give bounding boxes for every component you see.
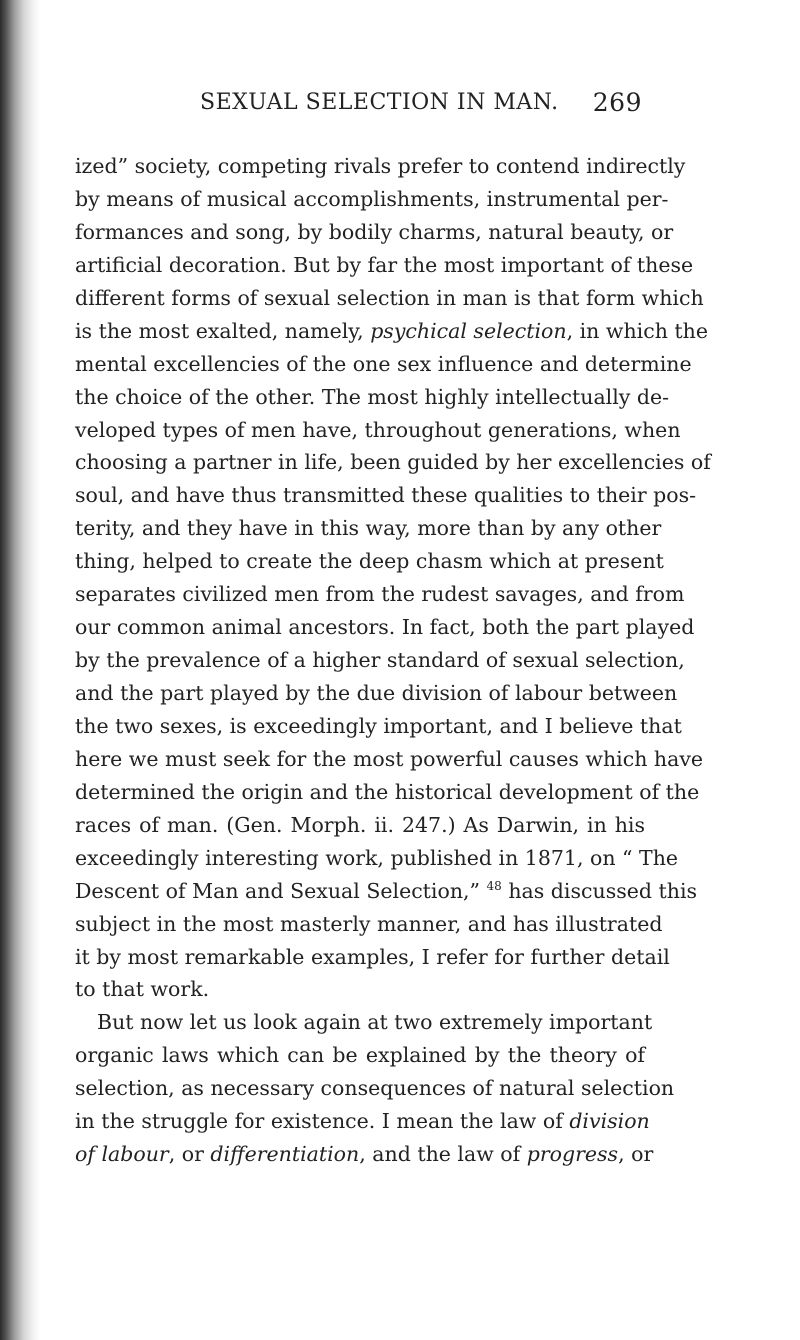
- text-span: , in which the: [566, 318, 708, 343]
- text-span: veloped types of men have, throughout generations, when: [75, 417, 681, 442]
- text-span: different forms of sexual selection in man is that form which: [75, 285, 704, 310]
- text-line: [75, 1072, 675, 1105]
- text-span: choosing a partner in life, been guided by her excellencies of: [75, 450, 711, 475]
- text-span: ized” society, competing rivals prefer to contend indirectly: [75, 154, 686, 178]
- text-line: [75, 875, 698, 908]
- text-line: [75, 1105, 650, 1138]
- text-span: and the part played by the due division of labour between: [75, 681, 678, 705]
- text-span: But now let us look again at two extremely important: [97, 1010, 653, 1035]
- text-span: our common animal ancestors. In fact, both the part played: [75, 615, 695, 640]
- text-span: Descent of Man and Sexual Selection,”: [75, 878, 487, 903]
- text-line: [75, 1138, 654, 1171]
- text-span: terity, and they have in this way, more than by any other: [75, 516, 662, 541]
- running-title: SEXUAL SELECTION IN MAN.: [200, 90, 559, 115]
- text-span: by the prevalence of a higher standard of sexual selection,: [75, 648, 685, 673]
- text-span: , or: [168, 1142, 211, 1167]
- italic-text: division: [569, 1109, 650, 1134]
- text-line: [75, 512, 662, 545]
- text-line: [75, 183, 669, 216]
- text-span: thing, helped to create the deep chasm which at present: [75, 549, 664, 574]
- text-line: [75, 381, 670, 414]
- text-span: formances and song, by bodily charms, natural beauty, or: [75, 219, 674, 244]
- text-span: in the struggle for existence. I mean the law of: [75, 1109, 570, 1134]
- text-line: [75, 216, 674, 249]
- text-span: here we must seek for the most powerful causes which have: [75, 746, 704, 771]
- text-span: has discussed this: [501, 878, 698, 903]
- text-line: [75, 545, 664, 578]
- text-line: [75, 973, 645, 1006]
- text-line: [75, 479, 697, 512]
- text-span: is the most exalted, namely,: [75, 318, 371, 343]
- text-line: [75, 908, 663, 941]
- text-line: [75, 150, 686, 183]
- text-line: [75, 743, 704, 776]
- text-span: mental excellencies of the one sex influence and determine: [75, 351, 692, 376]
- text-line: [75, 611, 695, 644]
- text-span: exceedingly interesting work, published in 1871, on “ The: [75, 845, 679, 870]
- text-line: [75, 1006, 653, 1039]
- text-line: [75, 644, 685, 677]
- italic-text: psychical selection: [370, 318, 567, 343]
- text-span: determined the origin and the historical development of the: [75, 779, 700, 804]
- text-line: [75, 414, 681, 447]
- text-span: artificial decoration. But by far the most important of these: [75, 252, 694, 277]
- text-span: races of man. (Gen. Morph. ii. 247.) As Darwin, in his: [75, 812, 645, 837]
- text-span: selection, as necessary consequences of natural selection: [75, 1076, 675, 1101]
- text-line: [75, 1039, 645, 1072]
- body-text: [75, 150, 711, 1171]
- text-line: [75, 249, 694, 282]
- text-span: the choice of the other. The most highly intellectually de-: [75, 384, 670, 409]
- text-line: [75, 776, 700, 809]
- italic-text: differentiation: [210, 1142, 360, 1167]
- text-span: it by most remarkable examples, I refer for further detail: [75, 944, 670, 969]
- text-span: organic laws which can be explained by the theory of: [75, 1043, 645, 1068]
- text-span: the two sexes, is exceedingly important, and I believe that: [75, 713, 682, 738]
- text-line: [75, 348, 692, 381]
- text-span: separates civilized men from the rudest savages, and from: [75, 582, 685, 607]
- text-line: [75, 710, 682, 743]
- text-span: subject in the most masterly manner, and has illustrated: [75, 911, 663, 936]
- book-binding-shadow: [0, 0, 40, 1340]
- text-line: [75, 677, 678, 710]
- text-line: [75, 941, 670, 974]
- text-line: [75, 809, 645, 842]
- page-number: 269: [592, 88, 642, 117]
- text-span: by means of musical accomplishments, instrumental per-: [75, 186, 669, 211]
- text-line: [75, 842, 679, 875]
- text-span: to that work.: [75, 977, 210, 1002]
- text-line: [75, 578, 685, 611]
- page-header: [200, 88, 642, 128]
- text-line: [75, 446, 711, 479]
- text-line: [75, 315, 708, 348]
- italic-text: of labour: [75, 1142, 169, 1167]
- italic-text: progress: [526, 1142, 619, 1167]
- footnote-ref: 48: [486, 878, 502, 893]
- text-span: , or: [618, 1142, 654, 1167]
- text-span: , and the law of: [359, 1142, 527, 1167]
- text-line: [75, 282, 704, 315]
- text-span: soul, and have thus transmitted these qualities to their pos-: [75, 483, 697, 508]
